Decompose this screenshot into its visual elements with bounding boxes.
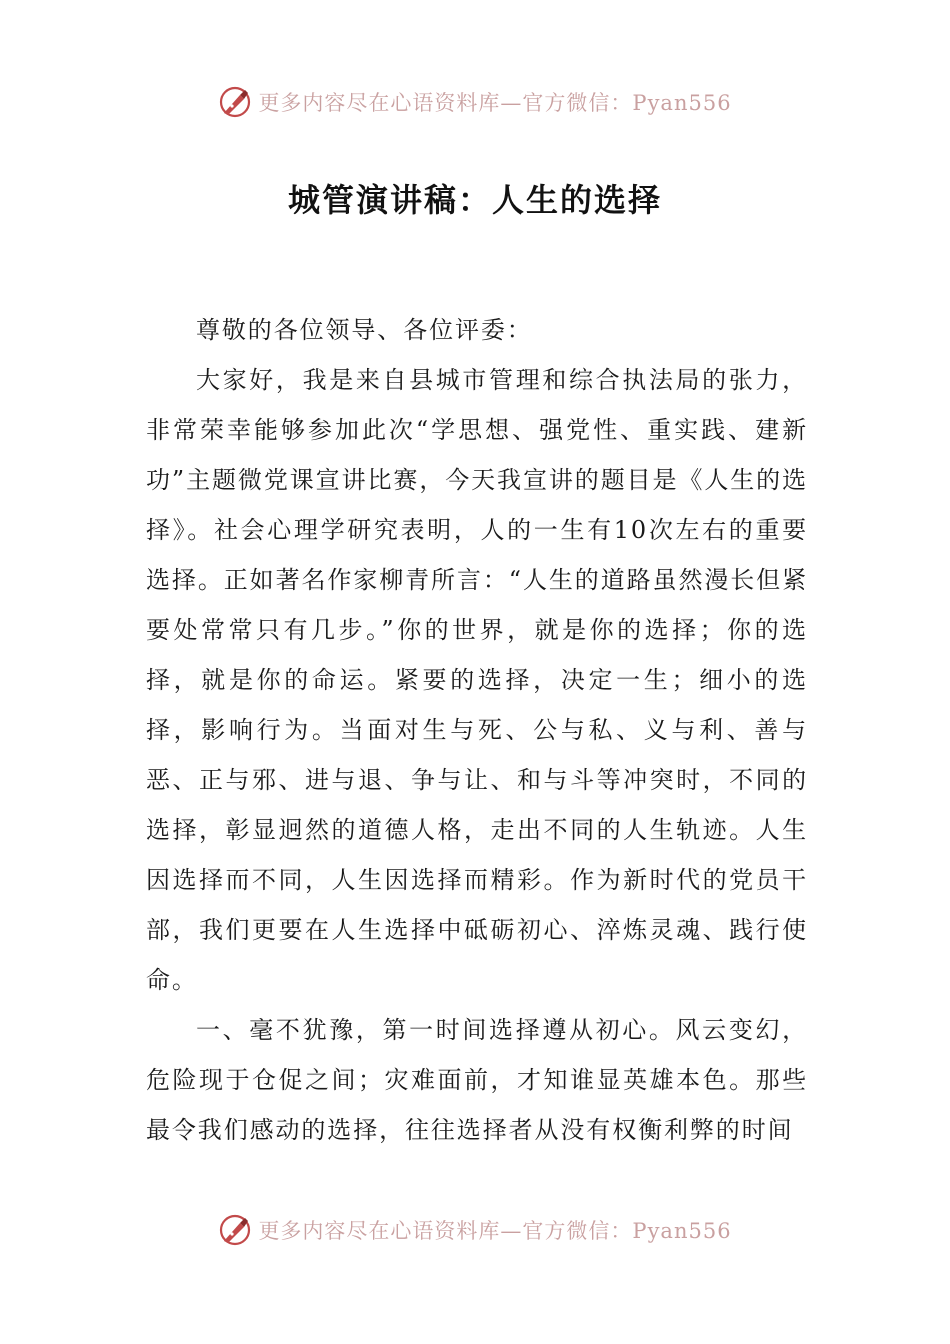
body-paragraph: 大家好，我是来自县城市管理和综合执法局的张力，非常荣幸能够参加此次“学思想、强党性、重实践、建新功”主题微党课宣讲比赛，今天我宣讲的题目是《人生的选择》。社会心理学研究表明，人的一生有10次左右的重要选择。正如著名作家柳青所言：“人生的道路虽然漫长但紧要处常常只有几步。”你的世界，就是你的选择；你的选择，就是你的命运。紧要的选择，决定一生；细小的选择，影响行为。当面对生与死、公与私、义与利、善与恶、正与邪、进与退、争与让、和与斗等冲突时，不同的选择，彰显迥然的道德人格，走出不同的人生轨迹。人生因选择而不同，人生因选择而精彩。作为新时代的党员干部，我们更要在人生选择中砥砺初心、淬炼灵魂、践行使命。 [146,366,808,994]
document-body [146,305,808,1155]
header-watermark-banner [0,82,950,122]
watermark-text: 更多内容尽在心语资料库—官方微信：Pyan556 [258,91,732,115]
salutation-paragraph: 尊敬的各位领导、各位评委： [196,316,533,344]
pen-nib-logo-icon [218,1213,252,1247]
watermark-text: 更多内容尽在心语资料库—官方微信：Pyan556 [258,1219,732,1243]
body-paragraph: 一、毫不犹豫，第一时间选择遵从初心。风云变幻，危险现于仓促之间；灾难面前，才知谁显英雄本色。那些最令我们感动的选择，往往选择者从没有权衡利弊的时间 [146,1016,808,1144]
footer-watermark-banner [0,1210,950,1250]
pen-nib-logo-icon [218,85,252,119]
document-title: 城管演讲稿：人生的选择 [287,181,662,219]
